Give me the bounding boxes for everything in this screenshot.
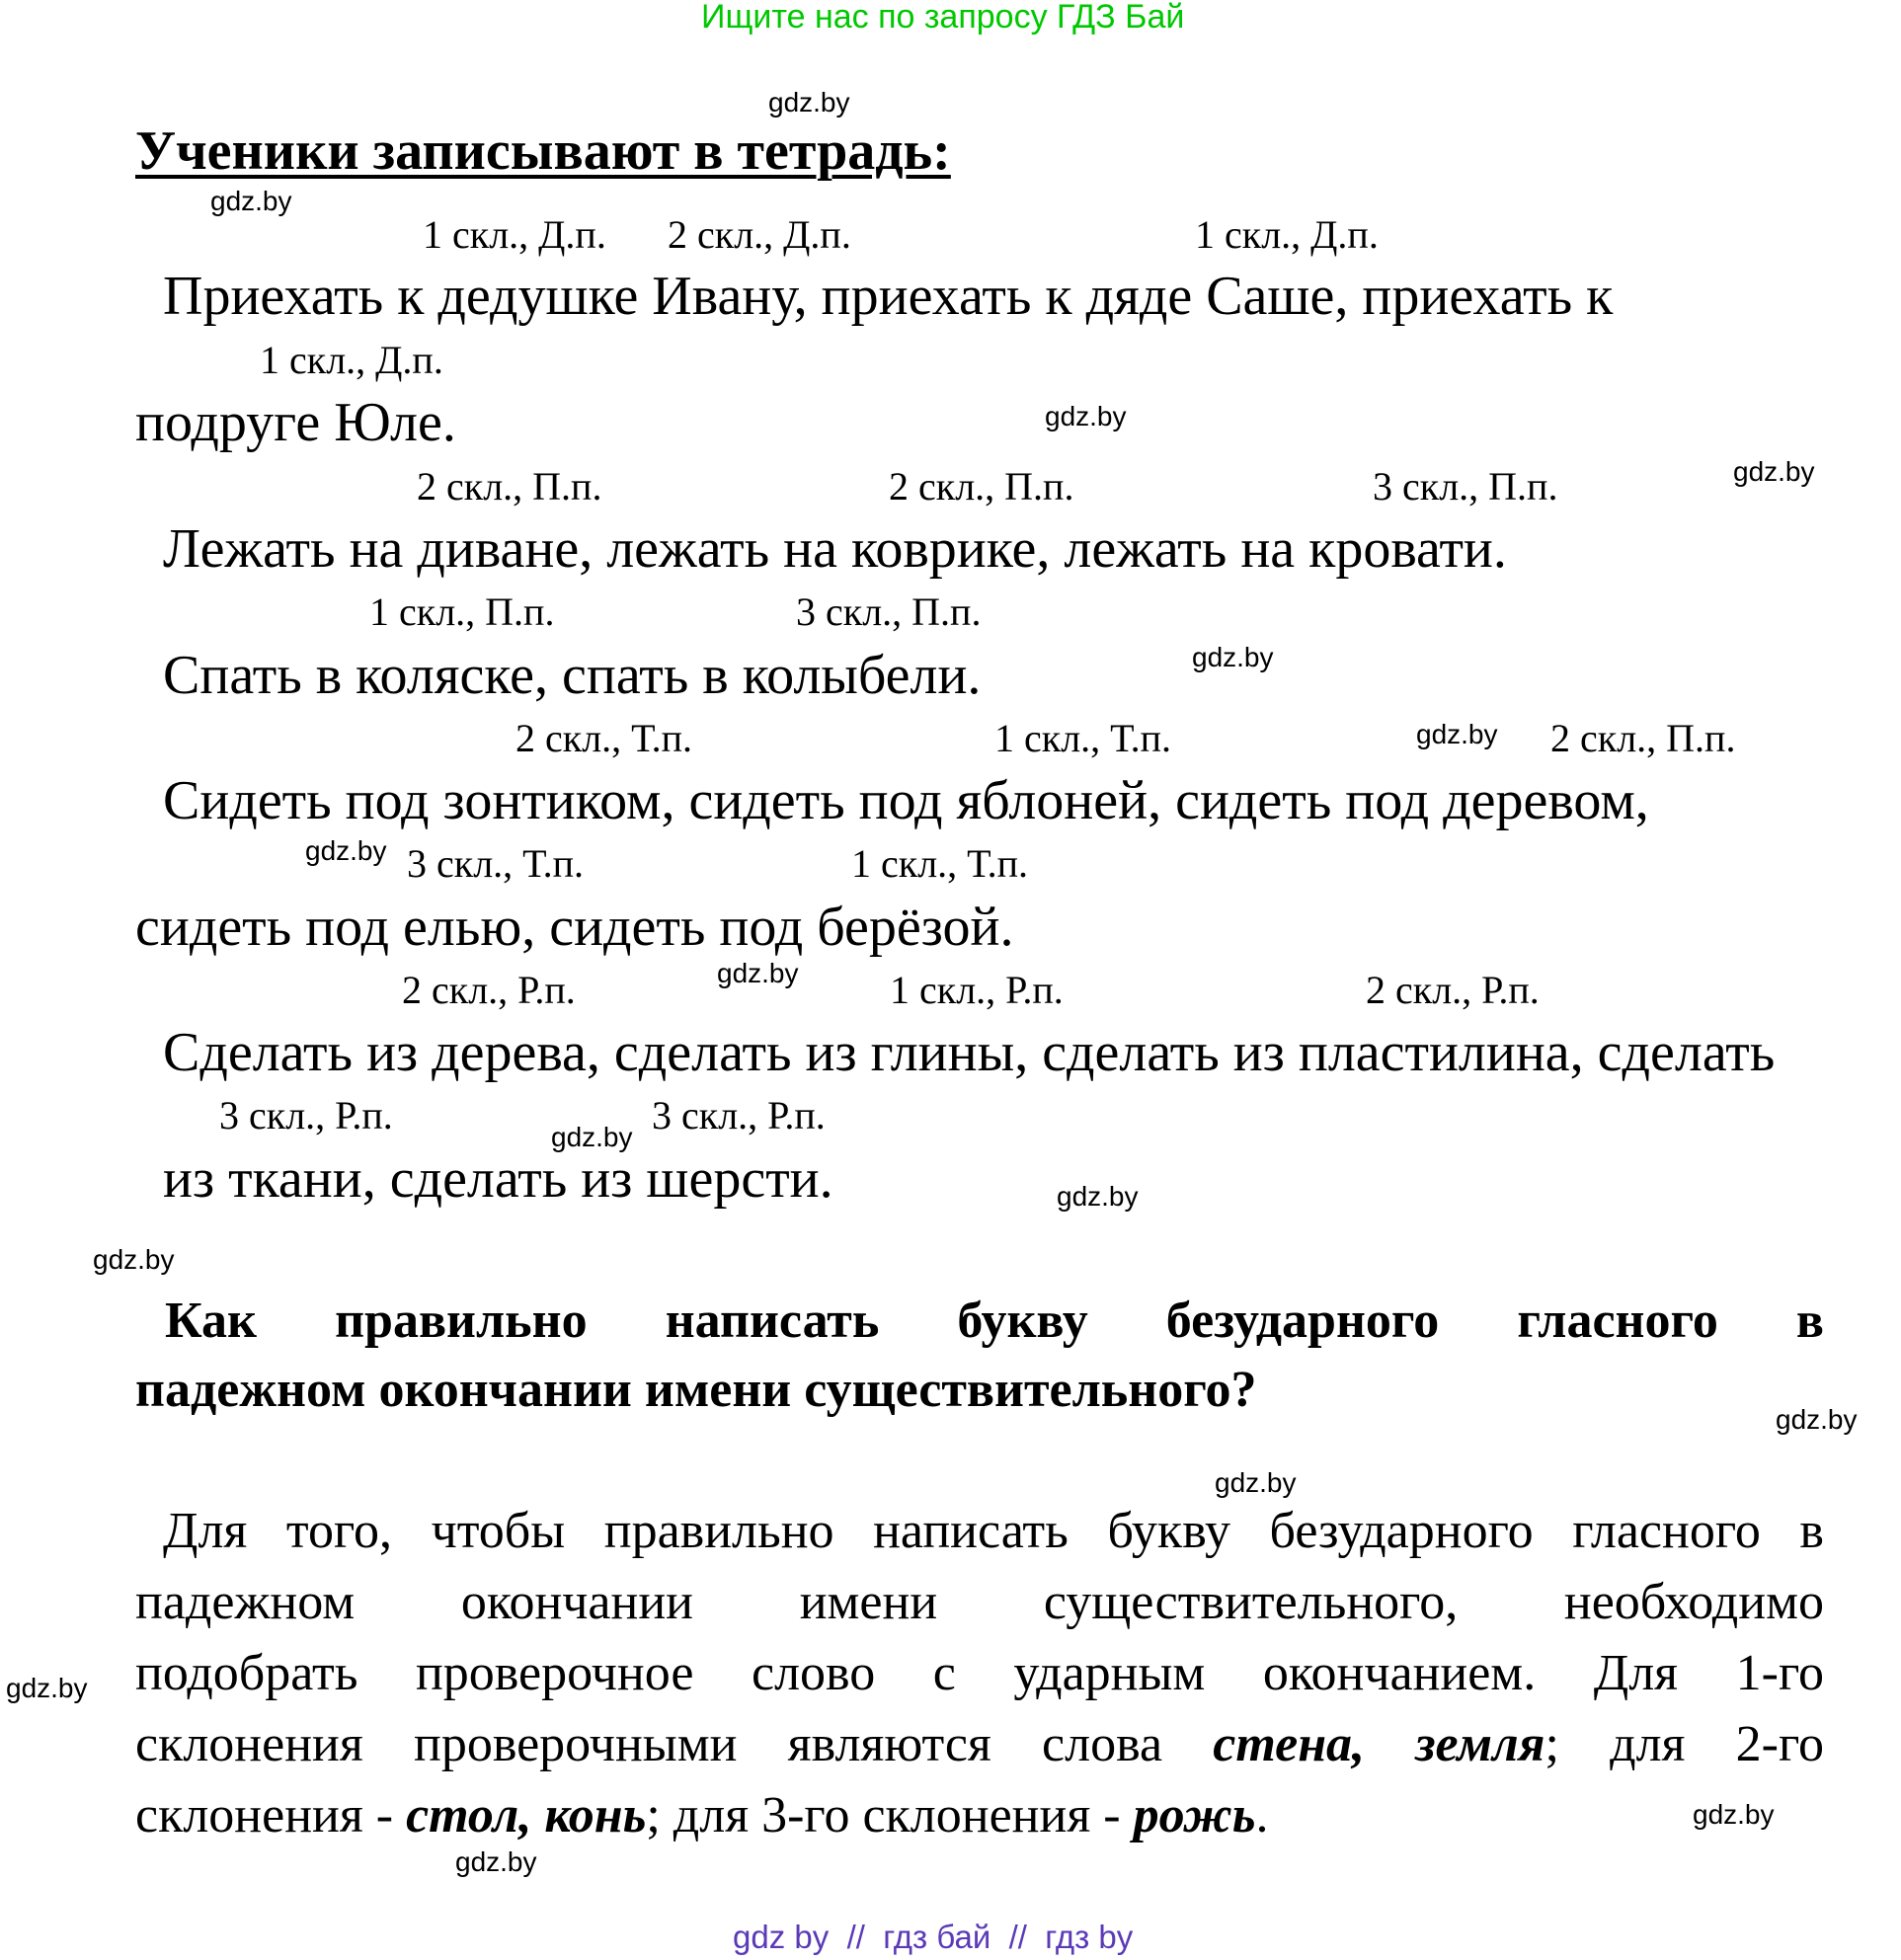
example-words: рожь — [1133, 1787, 1256, 1843]
question-line: Как правильно написать букву безударного гласного в — [165, 1293, 1824, 1349]
paragraph-line: подобрать проверочное слово с ударным окончанием. Для 1-го — [135, 1645, 1824, 1701]
example-line: из ткани, сделать из шерсти. — [163, 1148, 833, 1210]
paragraph-text: . — [1255, 1787, 1269, 1843]
watermark: gdz.by — [1192, 642, 1274, 672]
watermark: gdz.by — [210, 186, 292, 216]
watermark: gdz.by — [93, 1244, 175, 1275]
watermark: gdz.by — [768, 87, 850, 118]
watermark: gdz.by — [1776, 1404, 1858, 1435]
case-annotation: 3 скл., П.п. — [1373, 464, 1558, 509]
paragraph-line — [135, 1787, 1269, 1843]
section-heading: Ученики записывают в тетрадь: — [135, 120, 951, 182]
case-annotation: 1 скл., Д.п. — [260, 338, 443, 382]
case-annotation: 3 скл., Р.п. — [652, 1093, 826, 1137]
case-annotation: 1 скл., П.п. — [369, 589, 555, 634]
watermark: gdz.by — [1215, 1467, 1297, 1498]
watermark: gdz.by — [1733, 456, 1815, 487]
watermark: gdz.by — [717, 958, 799, 988]
example-line: Сделать из дерева, сделать из глины, сделать из пластилина, сделать — [163, 1022, 1776, 1083]
case-annotation: 2 скл., Р.п. — [402, 968, 576, 1012]
watermark: gdz.by — [1045, 401, 1127, 431]
case-annotation: 3 скл., Р.п. — [219, 1093, 393, 1137]
paragraph-text: склонения - — [135, 1787, 394, 1843]
case-annotation: 2 скл., П.п. — [1550, 716, 1736, 760]
case-annotation: 2 скл., Р.п. — [1366, 968, 1540, 1012]
watermark: gdz.by — [1693, 1799, 1775, 1830]
paragraph-line — [135, 1716, 1825, 1772]
paragraph-text: ; для 2-го — [1545, 1716, 1825, 1772]
watermark: gdz.by — [551, 1122, 633, 1152]
paragraph-line: Для того, чтобы правильно написать букву безударного гласного в — [163, 1503, 1824, 1559]
paragraph-text: ; для 3-го склонения - — [646, 1787, 1121, 1843]
paragraph-line: падежном окончании имени существительного, необходимо — [135, 1574, 1824, 1630]
watermark: gdz.by — [1057, 1181, 1139, 1212]
example-line: сидеть под елью, сидеть под берёзой. — [135, 897, 1014, 958]
case-annotation: 1 скл., Р.п. — [890, 968, 1064, 1012]
watermark: gdz.by — [455, 1846, 537, 1877]
example-line: Спать в коляске, спать в колыбели. — [163, 645, 982, 706]
watermark: gdz.by — [305, 835, 387, 866]
search-banner: Ищите нас по запросу ГДЗ Бай — [701, 0, 1185, 36]
paragraph-text: склонения проверочными являются слова — [135, 1716, 1163, 1772]
case-annotation: 2 скл., П.п. — [417, 464, 602, 509]
example-line: Сидеть под зонтиком, сидеть под яблоней, сидеть под деревом, — [163, 770, 1649, 831]
case-annotation: 1 скл., Т.п. — [851, 841, 1028, 886]
watermark: gdz.by — [6, 1673, 88, 1703]
example-line: подруге Юле. — [135, 392, 456, 453]
case-annotation: 3 скл., Т.п. — [407, 841, 584, 886]
watermark: gdz.by — [1416, 719, 1498, 749]
footer-links: gdz by // гдз бай // гдз by — [733, 1919, 1134, 1955]
case-annotation: 2 скл., П.п. — [889, 464, 1074, 509]
question-line: падежном окончании имени существительного? — [135, 1362, 1257, 1418]
case-annotation: 3 скл., П.п. — [796, 589, 982, 634]
example-line: Лежать на диване, лежать на коврике, лежать на кровати. — [163, 518, 1507, 580]
example-words: стена, земля — [1213, 1716, 1545, 1772]
case-annotation: 2 скл., Д.п. — [668, 212, 851, 257]
case-annotation: 1 скл., Т.п. — [994, 716, 1171, 760]
example-words: стол, конь — [406, 1787, 647, 1843]
case-annotation: 2 скл., Т.п. — [515, 716, 692, 760]
case-annotation: 1 скл., Д.п. — [423, 212, 606, 257]
case-annotation: 1 скл., Д.п. — [1195, 212, 1379, 257]
example-line: Приехать к дедушке Ивану, приехать к дяде Саше, приехать к — [163, 266, 1614, 327]
